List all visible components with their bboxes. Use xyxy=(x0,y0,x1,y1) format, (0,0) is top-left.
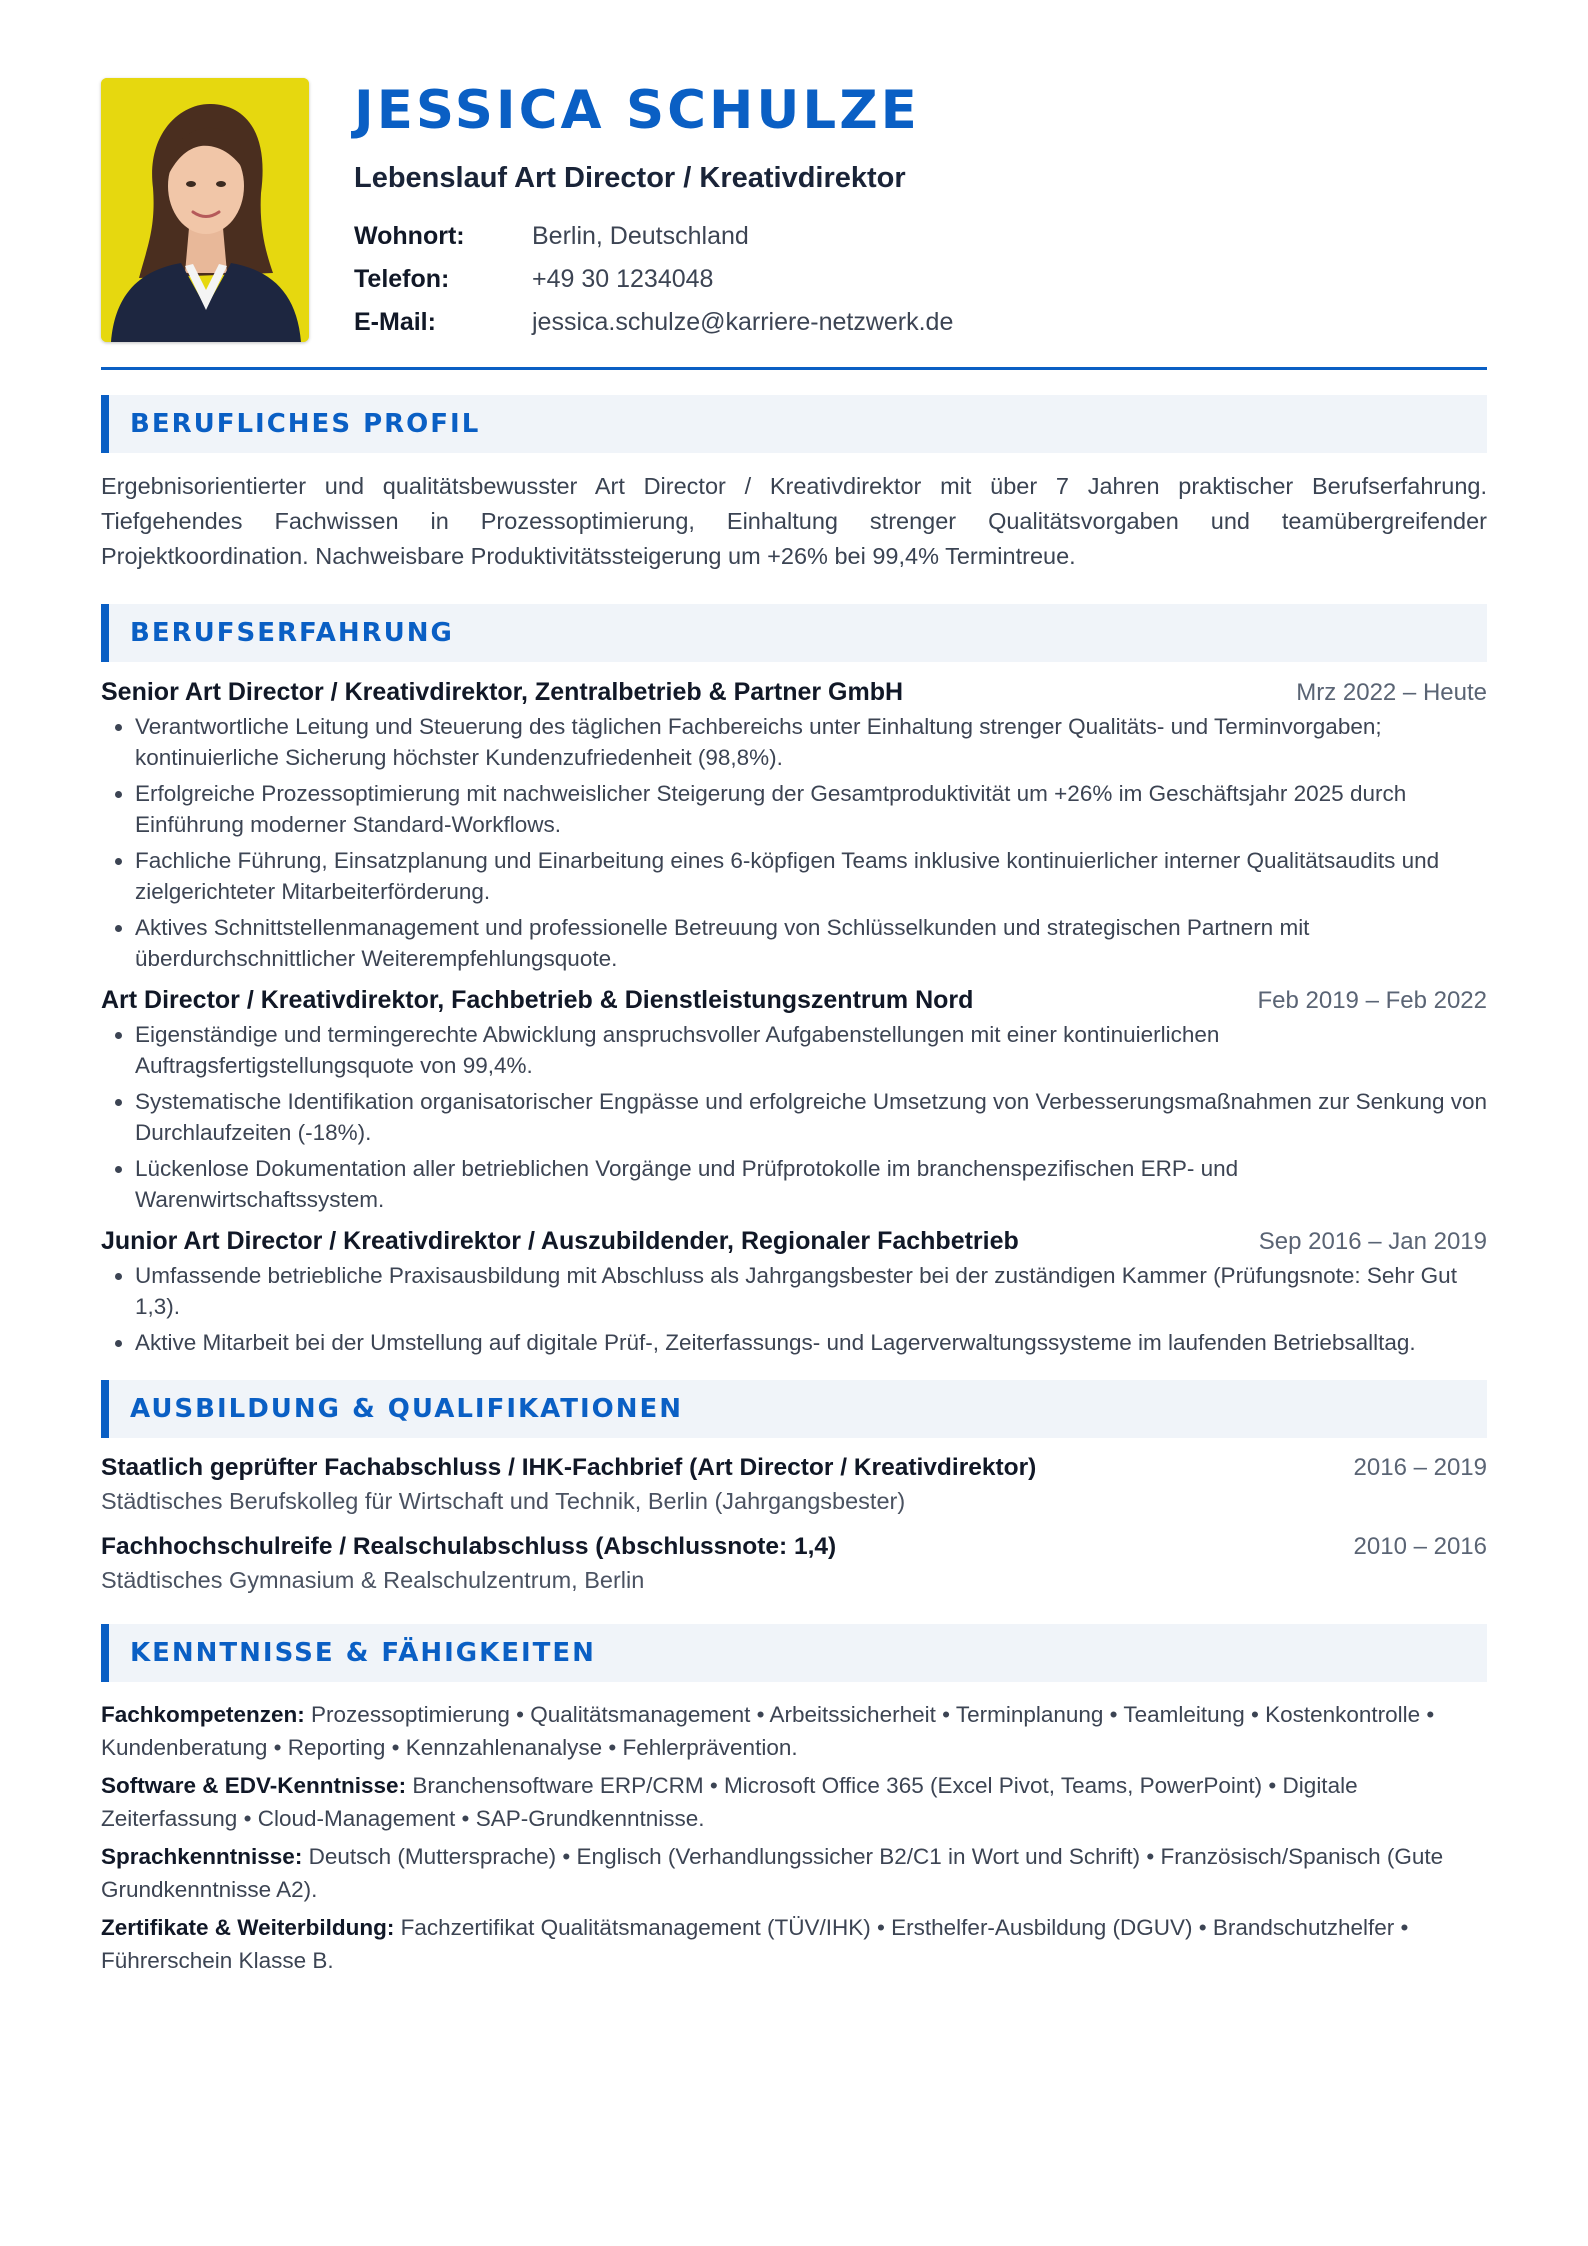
job-bullet: • Eigenständige und termingerechte Abwicklung anspruchsvoller Aufgabenstellungen mit einer kontinuierlichen Auftragsfertigstellungsquote von 99,4%. xyxy=(135,1019,1487,1081)
skill-text: Prozessoptimierung • Qualitätsmanagement • Arbeitssicherheit • Terminplanung • Teamleitung • Kostenkontrolle • Kundenberatung • Reporting • Kennzahlenanalyse • Fehlerprävention. xyxy=(101,1702,1435,1760)
job-bullet: • Lückenlose Dokumentation aller betrieblichen Vorgänge und Prüfprotokolle im branchenspezifischen ERP- und Warenwirtschaftssystem. xyxy=(135,1153,1487,1215)
section-heading-skills xyxy=(101,1624,1487,1682)
section-title-skills: KENNTNISSE & FÄHIGKEITEN xyxy=(130,1638,596,1668)
education-title: Fachhochschulreife / Realschulabschluss (Abschlussnote: 1,4) xyxy=(101,1533,837,1560)
section-title-experience: BERUFSERFAHRUNG xyxy=(130,618,454,648)
skill-text: Branchensoftware ERP/CRM • Microsoft Office 365 (Excel Pivot, Teams, PowerPoint) • Digitale Zeiterfassung • Cloud-Management • SAP-Grundkenntnisse. xyxy=(101,1773,1358,1831)
job-bullets xyxy=(101,1260,1487,1358)
education-date: 2016 – 2019 xyxy=(1353,1454,1487,1481)
resume-subtitle: Lebenslauf Art Director / Kreativdirektor xyxy=(354,162,906,194)
skill-label: Sprachkenntnisse: xyxy=(101,1844,303,1869)
education-date: 2010 – 2016 xyxy=(1353,1533,1487,1560)
candidate-name: JESSICA SCHULZE xyxy=(354,80,920,141)
skill-text: Deutsch (Muttersprache) • Englisch (Verhandlungssicher B2/C1 in Wort und Schrift) • Französisch/Spanisch (Gute Grundkenntnisse A2). xyxy=(101,1844,1444,1902)
resume-header xyxy=(101,0,1487,336)
section-heading-education xyxy=(101,1380,1487,1438)
job-bullet: • Erfolgreiche Prozessoptimierung mit nachweislicher Steigerung der Gesamtproduktivität um +26% im Geschäftsjahr 2025 durch Einführung moderner Standard-Workflows. xyxy=(135,778,1487,840)
job-entry xyxy=(101,1227,1487,1358)
skill-label: Zertifikate & Weiterbildung: xyxy=(101,1915,395,1940)
section-title-education: AUSBILDUNG & QUALIFIKATIONEN xyxy=(130,1394,684,1424)
contact-details xyxy=(354,222,953,337)
profile-summary: Ergebnisorientierter und qualitätsbewusster Art Director / Kreativdirektor mit über 7 Jahren praktischer Berufserfahrung. Tiefgehendes Fachwissen in Prozessoptimierung, Einhaltung strenger Qualitätsvorgaben und teamübergreifender Projektkoordination. Nachweisbare Produktivitätssteigerung um +26% bei 99,4% Termintreue. xyxy=(101,473,1487,569)
job-bullet: • Umfassende betriebliche Praxisausbildung mit Abschluss als Jahrgangsbester bei der zuständigen Kammer (Prüfungsnote: Sehr Gut 1,3). xyxy=(135,1260,1487,1322)
education-institution: Städtisches Berufskolleg für Wirtschaft und Technik, Berlin (Jahrgangsbester) xyxy=(101,1488,906,1514)
skill-label: Fachkompetenzen: xyxy=(101,1702,305,1727)
section-heading-experience xyxy=(101,604,1487,662)
job-bullet: • Systematische Identifikation organisatorischer Engpässe und erfolgreiche Umsetzung von Verbesserungsmaßnahmen zur Senkung von Durchlaufzeiten (-18%). xyxy=(135,1086,1487,1148)
section-title-profile: BERUFLICHES PROFIL xyxy=(130,409,481,439)
contact-value-email[interactable]: jessica.schulze@karriere-netzwerk.de xyxy=(532,308,954,336)
education-entry xyxy=(101,1454,1487,1515)
profile-photo xyxy=(101,78,309,342)
contact-value-phone[interactable]: +49 30 1234048 xyxy=(532,265,714,293)
contact-label-phone: Telefon: xyxy=(354,265,450,293)
job-bullets xyxy=(101,711,1487,974)
job-entry xyxy=(101,678,1487,974)
skill-row xyxy=(101,1769,1487,1835)
education-entry xyxy=(101,1533,1487,1594)
job-bullet: • Aktives Schnittstellenmanagement und professionelle Betreuung von Schlüsselkunden und strategischen Partnern mit überdurchschnittlicher Weiterempfehlungsquote. xyxy=(135,912,1487,974)
education-institution: Städtisches Gymnasium & Realschulzentrum, Berlin xyxy=(101,1567,645,1593)
job-title: Art Director / Kreativdirektor, Fachbetrieb & Dienstleistungszentrum Nord xyxy=(101,986,974,1014)
skill-label: Software & EDV-Kenntnisse: xyxy=(101,1773,407,1798)
contact-label-email: E-Mail: xyxy=(354,308,436,336)
job-bullet: • Verantwortliche Leitung und Steuerung des täglichen Fachbereichs unter Einhaltung strenger Qualitäts- und Terminvorgaben; kontinuierliche Sicherung höchster Kundenzufriedenheit (98,8%). xyxy=(135,711,1487,773)
job-bullets xyxy=(101,1019,1487,1215)
job-date: Feb 2019 – Feb 2022 xyxy=(1257,987,1487,1014)
section-heading-profile xyxy=(101,395,1487,453)
job-date: Mrz 2022 – Heute xyxy=(1296,679,1487,706)
job-bullet: • Aktive Mitarbeit bei der Umstellung auf digitale Prüf-, Zeiterfassungs- und Lagerverwaltungssysteme im laufenden Betriebsalltag. xyxy=(135,1327,1487,1358)
contact-label-location: Wohnort: xyxy=(354,222,465,250)
job-entry xyxy=(101,986,1487,1215)
skill-row xyxy=(101,1911,1487,1977)
contact-value-location: Berlin, Deutschland xyxy=(532,222,749,250)
job-title: Senior Art Director / Kreativdirektor, Zentralbetrieb & Partner GmbH xyxy=(101,678,904,706)
job-title: Junior Art Director / Kreativdirektor / Auszubildender, Regionaler Fachbetrieb xyxy=(101,1227,1019,1255)
skill-text: Fachzertifikat Qualitätsmanagement (TÜV/IHK) • Ersthelfer-Ausbildung (DGUV) • Brandschutzhelfer • Führerschein Klasse B. xyxy=(101,1915,1409,1973)
education-title: Staatlich geprüfter Fachabschluss / IHK-Fachbrief (Art Director / Kreativdirektor) xyxy=(101,1454,1037,1481)
skill-row xyxy=(101,1698,1487,1764)
job-date: Sep 2016 – Jan 2019 xyxy=(1258,1228,1487,1255)
header-divider xyxy=(101,367,1487,370)
job-bullet: • Fachliche Führung, Einsatzplanung und Einarbeitung eines 6-köpfigen Teams inklusive kontinuierlicher interner Qualitätsaudits und zielgerichteter Mitarbeiterförderung. xyxy=(135,845,1487,907)
skill-row xyxy=(101,1840,1487,1906)
